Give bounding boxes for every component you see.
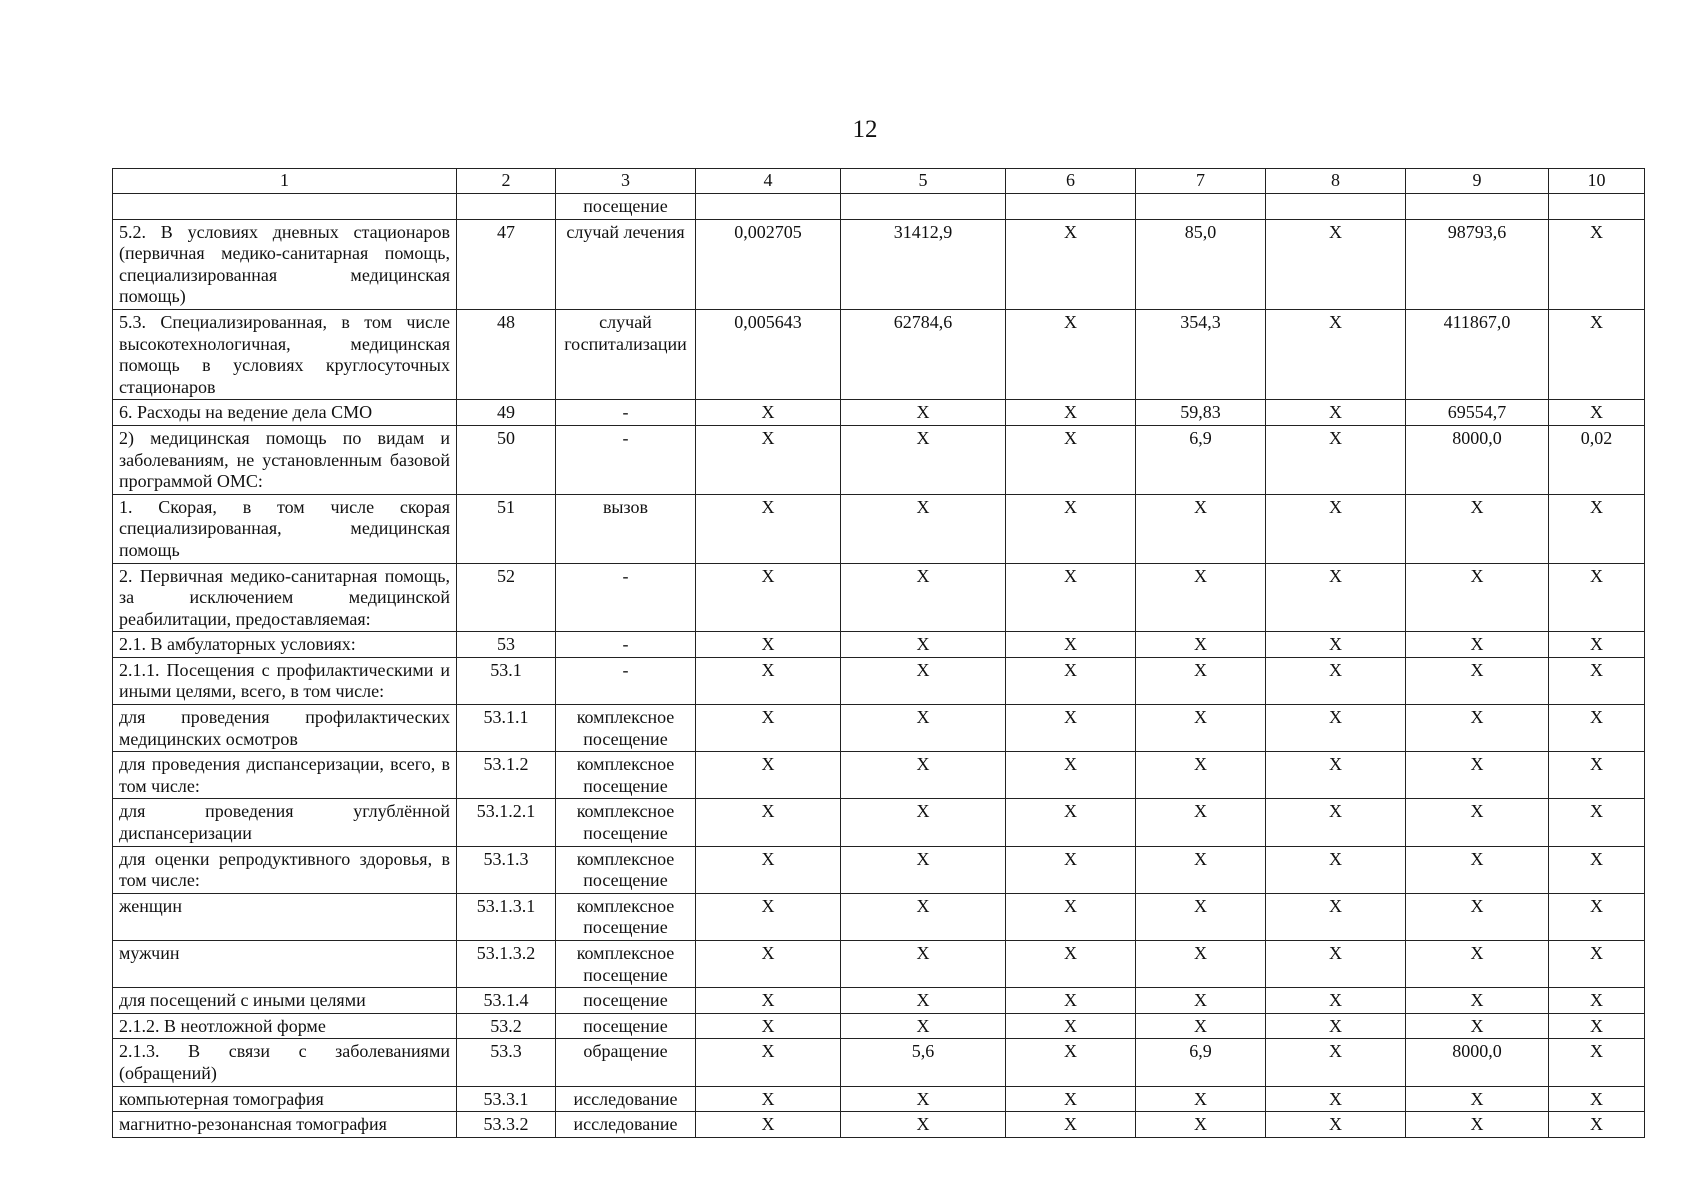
table-row [113,941,1645,988]
row-code: 53.1.1 [457,705,556,752]
tariff-table [112,168,1645,1138]
row-unit: случай лечения [556,219,696,309]
row-col-10: X [1549,846,1645,893]
table-row [113,309,1645,399]
table-row [113,563,1645,632]
row-col-4: X [696,941,841,988]
row-col-10: X [1549,799,1645,846]
row-col-4: X [696,799,841,846]
row-col-5: X [841,941,1006,988]
row-name [113,194,457,220]
column-number: 5 [841,169,1006,194]
row-col-5: 5,6 [841,1039,1006,1086]
row-unit: посещение [556,1013,696,1039]
row-col-9: 98793,6 [1406,219,1549,309]
row-col-10: X [1549,1086,1645,1112]
row-col-8: X [1266,988,1406,1014]
row-col-9: X [1406,752,1549,799]
row-col-5: X [841,425,1006,494]
row-unit: посещение [556,988,696,1014]
row-name: для посещений с иными целями [113,988,457,1014]
table-row [113,1112,1645,1138]
row-col-4: X [696,1086,841,1112]
row-col-6: X [1006,705,1136,752]
column-number: 6 [1006,169,1136,194]
row-col-4: X [696,657,841,704]
row-col-4: X [696,988,841,1014]
row-col-4: X [696,425,841,494]
row-col-5: X [841,1086,1006,1112]
table-row [113,1039,1645,1086]
row-unit: исследование [556,1086,696,1112]
row-col-10: X [1549,1112,1645,1138]
row-col-7: X [1136,1112,1266,1138]
table-row [113,799,1645,846]
row-col-5: X [841,846,1006,893]
row-col-4: X [696,752,841,799]
row-col-10: X [1549,563,1645,632]
row-col-8: X [1266,846,1406,893]
table-body [113,169,1645,1138]
row-col-7: 59,83 [1136,400,1266,426]
row-col-10: X [1549,494,1645,563]
row-col-8: X [1266,563,1406,632]
row-name: для проведения углублённой диспансеризации [113,799,457,846]
row-col-5: X [841,657,1006,704]
row-col-10: X [1549,752,1645,799]
table-row [113,400,1645,426]
row-col-4: X [696,1112,841,1138]
row-code: 53.3.1 [457,1086,556,1112]
row-col-4: 0,002705 [696,219,841,309]
row-col-7: X [1136,846,1266,893]
row-unit: комплексное посещение [556,846,696,893]
row-col-7: X [1136,1013,1266,1039]
row-col-4: X [696,632,841,658]
row-col-7: X [1136,494,1266,563]
row-col-5: X [841,705,1006,752]
row-col-8: X [1266,425,1406,494]
row-unit: - [556,632,696,658]
row-col-6: X [1006,846,1136,893]
row-col-4: X [696,494,841,563]
row-col-10 [1549,194,1645,220]
row-col-4: X [696,400,841,426]
row-col-7: 6,9 [1136,1039,1266,1086]
column-number: 4 [696,169,841,194]
row-code: 53.1.3.2 [457,941,556,988]
row-code: 51 [457,494,556,563]
row-col-8: X [1266,752,1406,799]
table-row [113,1086,1645,1112]
row-col-9: X [1406,1086,1549,1112]
row-code: 53.3.2 [457,1112,556,1138]
row-col-6: X [1006,799,1136,846]
row-col-5: X [841,494,1006,563]
row-name: мужчин [113,941,457,988]
row-col-8: X [1266,893,1406,940]
row-col-6: X [1006,425,1136,494]
table-row [113,1013,1645,1039]
row-unit: вызов [556,494,696,563]
row-name: 2) медицинская помощь по видам и заболеваниям, не установленным базовой программой ОМС: [113,425,457,494]
row-col-9: X [1406,846,1549,893]
row-col-9: X [1406,494,1549,563]
table-row [113,425,1645,494]
row-col-7: 354,3 [1136,309,1266,399]
row-col-9: X [1406,799,1549,846]
table-row [113,494,1645,563]
row-name: для оценки репродуктивного здоровья, в том числе: [113,846,457,893]
row-name: магнитно-резонансная томография [113,1112,457,1138]
row-col-10: X [1549,1039,1645,1086]
column-number: 7 [1136,169,1266,194]
row-code [457,194,556,220]
table-row [113,194,1645,220]
row-col-9: 8000,0 [1406,425,1549,494]
row-code: 52 [457,563,556,632]
table-row [113,705,1645,752]
row-col-5: X [841,400,1006,426]
row-col-7: X [1136,632,1266,658]
row-unit: комплексное посещение [556,752,696,799]
page-number: 12 [852,116,878,143]
row-unit: - [556,400,696,426]
row-col-9: X [1406,657,1549,704]
row-col-5: X [841,563,1006,632]
row-name: для проведения диспансеризации, всего, в том числе: [113,752,457,799]
row-col-10: X [1549,988,1645,1014]
row-col-7: 6,9 [1136,425,1266,494]
row-col-9: X [1406,563,1549,632]
row-unit: комплексное посещение [556,893,696,940]
column-number: 3 [556,169,696,194]
row-unit: посещение [556,194,696,220]
row-col-10: X [1549,219,1645,309]
row-col-6: X [1006,941,1136,988]
row-code: 53.1.2 [457,752,556,799]
row-unit: комплексное посещение [556,799,696,846]
row-code: 47 [457,219,556,309]
row-unit: обращение [556,1039,696,1086]
row-code: 53.1 [457,657,556,704]
row-name: компьютерная томография [113,1086,457,1112]
row-unit: исследование [556,1112,696,1138]
row-col-8: X [1266,705,1406,752]
row-unit: - [556,425,696,494]
table-row [113,632,1645,658]
row-col-7: X [1136,1086,1266,1112]
row-col-7: 85,0 [1136,219,1266,309]
row-col-6: X [1006,632,1136,658]
row-col-7: X [1136,799,1266,846]
row-col-5: X [841,632,1006,658]
row-col-10: X [1549,941,1645,988]
row-col-8 [1266,194,1406,220]
row-col-8: X [1266,1086,1406,1112]
row-col-8: X [1266,632,1406,658]
row-name: 6. Расходы на ведение дела СМО [113,400,457,426]
row-col-6: X [1006,1112,1136,1138]
row-col-5: X [841,1013,1006,1039]
row-col-8: X [1266,799,1406,846]
column-number: 2 [457,169,556,194]
row-col-7: X [1136,988,1266,1014]
row-name: 2. Первичная медико-санитарная помощь, за исключением медицинской реабилитации, предоставляемая: [113,563,457,632]
row-col-9: 8000,0 [1406,1039,1549,1086]
row-col-9: X [1406,893,1549,940]
row-name: 2.1.3. В связи с заболеваниями (обращений) [113,1039,457,1086]
row-unit: - [556,657,696,704]
row-col-4: X [696,1013,841,1039]
row-col-8: X [1266,941,1406,988]
row-col-6: X [1006,494,1136,563]
row-col-8: X [1266,219,1406,309]
row-col-7: X [1136,752,1266,799]
row-col-8: X [1266,309,1406,399]
row-col-7: X [1136,657,1266,704]
row-col-5: 31412,9 [841,219,1006,309]
row-name: 2.1.1. Посещения с профилактическими и иными целями, всего, в том числе: [113,657,457,704]
row-col-8: X [1266,657,1406,704]
row-col-8: X [1266,494,1406,563]
table-row [113,219,1645,309]
row-code: 53.2 [457,1013,556,1039]
row-col-7: X [1136,705,1266,752]
row-col-6: X [1006,657,1136,704]
column-number: 10 [1549,169,1645,194]
table-row [113,657,1645,704]
row-col-8: X [1266,1112,1406,1138]
row-col-5: 62784,6 [841,309,1006,399]
row-col-9: X [1406,1112,1549,1138]
row-code: 53.1.3.1 [457,893,556,940]
row-name: 5.2. В условиях дневных стационаров (первичная медико-санитарная помощь, специализированная медицинская помощь) [113,219,457,309]
row-name: 2.1. В амбулаторных условиях: [113,632,457,658]
row-col-4: 0,005643 [696,309,841,399]
row-col-6: X [1006,752,1136,799]
row-col-6: X [1006,988,1136,1014]
row-col-5: X [841,752,1006,799]
row-code: 53 [457,632,556,658]
row-col-10: X [1549,632,1645,658]
row-col-9: X [1406,1013,1549,1039]
column-number-row [113,169,1645,194]
row-name: женщин [113,893,457,940]
row-code: 53.1.4 [457,988,556,1014]
row-name: 1. Скорая, в том числе скорая специализированная, медицинская помощь [113,494,457,563]
row-col-9: X [1406,632,1549,658]
row-unit: - [556,563,696,632]
row-col-5: X [841,1112,1006,1138]
row-col-9 [1406,194,1549,220]
row-col-6: X [1006,400,1136,426]
row-name: 5.3. Специализированная, в том числе высокотехнологичная, медицинская помощь в условиях круглосуточных стационаров [113,309,457,399]
row-code: 49 [457,400,556,426]
row-col-5 [841,194,1006,220]
row-col-6: X [1006,219,1136,309]
row-col-9: X [1406,705,1549,752]
row-unit: комплексное посещение [556,941,696,988]
row-col-10: X [1549,705,1645,752]
row-col-5: X [841,799,1006,846]
row-col-6: X [1006,1039,1136,1086]
row-col-9: 69554,7 [1406,400,1549,426]
row-col-10: X [1549,893,1645,940]
row-name: для проведения профилактических медицинских осмотров [113,705,457,752]
row-col-5: X [841,893,1006,940]
row-code: 53.3 [457,1039,556,1086]
row-col-6: X [1006,309,1136,399]
row-unit: случай госпитализации [556,309,696,399]
row-col-6: X [1006,563,1136,632]
row-col-7: X [1136,563,1266,632]
column-number: 1 [113,169,457,194]
row-col-10: X [1549,657,1645,704]
table-row [113,752,1645,799]
row-col-8: X [1266,400,1406,426]
table-row [113,893,1645,940]
row-col-10: 0,02 [1549,425,1645,494]
row-col-8: X [1266,1039,1406,1086]
row-col-9: X [1406,941,1549,988]
row-col-4 [696,194,841,220]
row-col-10: X [1549,1013,1645,1039]
row-col-7 [1136,194,1266,220]
row-code: 53.1.2.1 [457,799,556,846]
table-row [113,988,1645,1014]
row-col-9: 411867,0 [1406,309,1549,399]
row-col-6: X [1006,1013,1136,1039]
row-col-4: X [696,563,841,632]
row-code: 53.1.3 [457,846,556,893]
row-col-4: X [696,1039,841,1086]
row-col-6: X [1006,1086,1136,1112]
row-code: 50 [457,425,556,494]
row-unit: комплексное посещение [556,705,696,752]
column-number: 8 [1266,169,1406,194]
row-col-10: X [1549,400,1645,426]
row-code: 48 [457,309,556,399]
row-col-8: X [1266,1013,1406,1039]
row-col-5: X [841,988,1006,1014]
row-col-4: X [696,893,841,940]
row-col-10: X [1549,309,1645,399]
row-col-6 [1006,194,1136,220]
row-name: 2.1.2. В неотложной форме [113,1013,457,1039]
row-col-4: X [696,846,841,893]
table-row [113,846,1645,893]
row-col-7: X [1136,941,1266,988]
row-col-4: X [696,705,841,752]
row-col-9: X [1406,988,1549,1014]
row-col-6: X [1006,893,1136,940]
row-col-7: X [1136,893,1266,940]
column-number: 9 [1406,169,1549,194]
